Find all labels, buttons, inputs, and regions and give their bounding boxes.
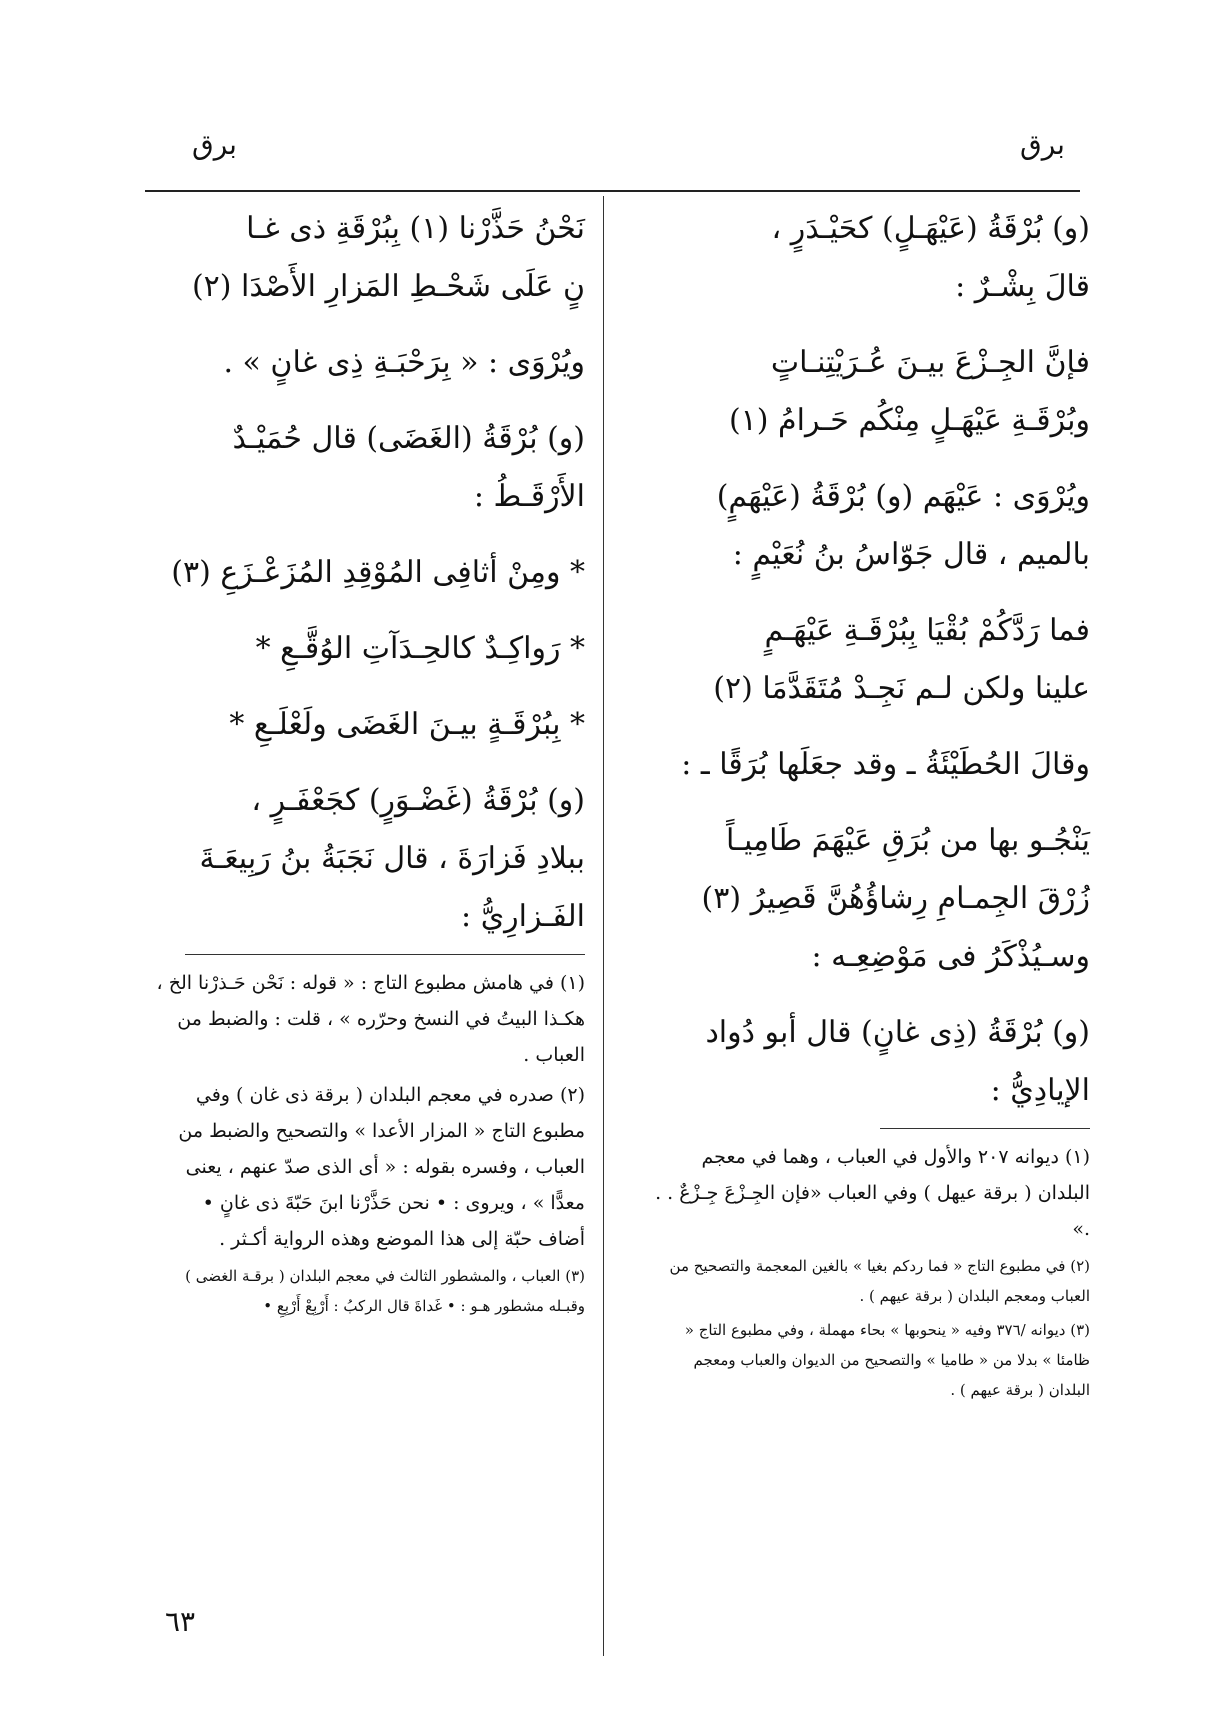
footnote: (٢) في مطبوع التاج « فما ردكم بغيا » بالغين المعجمة والتصحيح من العباب ومعجم البلدان ( برقة عيهم ) . <box>669 1257 1090 1305</box>
left-column-body <box>150 200 585 946</box>
verse-line: * رَواكِـدٌ كالحِـدَآتِ الوُقَّـعِ * <box>255 631 585 666</box>
verse-line: نَحْنُ حَذَّرْنا (١) بِبُرْقَةِ ذى غـا <box>246 211 585 246</box>
left-footnotes <box>150 965 585 1321</box>
left-column <box>150 200 585 1325</box>
right-column-body <box>650 200 1090 1120</box>
verse-line: فما رَدَّكُمْ بُقْيَا بِبُرْقَـةِ عَيْهَـمٍ <box>764 613 1090 648</box>
entry-line: الفَـزارِيُّ : <box>461 899 585 934</box>
footnote: (١) ديوانه ٢٠٧ والأول في العباب ، وهما في معجم البلدان ( برقة عيهل ) وفي العباب «فإن الجِـزْعَ جِـزْعٌ . . .» <box>655 1146 1090 1240</box>
footnote-rule <box>185 954 585 955</box>
verse-line: علينا ولكن لـم نَجِـدْ مُتَقَدَّمَا (٢) <box>713 671 1090 706</box>
verse-line: نٍ عَلَى شَحْـطِ المَزارِ الأَصْدَا (٢) <box>191 269 585 304</box>
footnote: (٣) العباب ، والمشطور الثالث في معجم البلدان ( برقـة الغضى ) وقبـله مشطور هـو : • غَداةَ قال الركبُ : أَرْبِعْ أَرْبِعِ • <box>185 1267 585 1315</box>
page-number: ٦٣ <box>165 1605 196 1638</box>
entry-line: ويُرْوَى : « بِرَحْبَـةِ ذِى غانٍ » . <box>223 345 585 380</box>
entry-line: ويُرْوَى : عَيْهَم (و) بُرْقَةُ (عَيْهَمٍ) <box>716 479 1090 514</box>
verse-line: يَنْجُـو بها من بُرَقِ عَيْهَمَ طَامِيـاً <box>726 823 1090 858</box>
entry-line: (و) بُرْقَةُ (عَيْهَـلٍ) كحَيْـدَرٍ ، <box>771 211 1090 246</box>
running-head-left: برق <box>192 128 237 161</box>
entry-line: وقالَ الحُطَيْئَةُ ـ وقد جعَلَها بُرَقًا ـ : <box>681 747 1090 782</box>
entry-line: الأَرْقَـطُ : <box>473 479 585 514</box>
verse-line: زُرْقَ الجِمـامِ رِشاؤُهُنَّ قَصِيرُ (٣) <box>701 881 1090 916</box>
entry-line: (و) بُرْقَةُ (الغَضَى) قال حُمَيْـدٌ <box>232 421 585 456</box>
entry-line: ببلادِ فَزارَةَ ، قال نَجَبَةُ بنُ رَبِيعَـةَ <box>199 841 585 876</box>
header-rule <box>145 190 1080 192</box>
entry-line: قالَ بِشْـرٌ : <box>955 269 1090 304</box>
right-footnotes <box>650 1139 1090 1405</box>
entry-line: وسـيُذْكَرُ فى مَوْضِعِـه : <box>811 939 1090 974</box>
verse-line: فإنَّ الجِـزْعَ بيـنَ عُـرَيْتِنـاتٍ <box>770 345 1090 380</box>
column-divider <box>603 196 604 1656</box>
verse-line: * بِبُرْقَـةٍ بيـنَ الغَضَى ولَعْلَـعِ * <box>229 707 585 742</box>
right-column <box>650 200 1090 1409</box>
footnote: (٢) صدره في معجم البلدان ( برقة ذى غان ) وفي مطبوع التاج « المزار الأعدا » والتصحيح والضبط من العباب ، وفسره بقوله : « أى الذى صدّ عنهم ، يعنى معدًّا » ، ويروى : • نحن حَذَّرْنا ابنَ حَبّةَ ذى غانٍ • أضاف حبّة إلى هذا الموضع وهذه الرواية أكـثر . <box>178 1084 585 1250</box>
footnote: (٣) ديوانه /٣٧٦ وفيه « ينحوبها » بحاء مهملة ، وفي مطبوع التاج « ظامئا » بدلا من « طاميا » والتصحيح من الديوان والعباب ومعجم البلدان ( برقة عيهم ) . <box>684 1321 1090 1399</box>
footnote: (١) في هامش مطبوع التاج : « قوله : نَحْن حَـذرْنا الخ ، هكـذا البيتُ في النسخ وحرّره » ، قلت : والضبط من العباب . <box>156 972 585 1066</box>
verse-line: * ومِنْ أثافِى المُوْقِدِ المُزَعْـزَعِ (٣) <box>171 555 585 590</box>
entry-line: (و) بُرْقَةُ (ذِى غانٍ) قال أبو دُواد <box>705 1015 1090 1050</box>
entry-line: (و) بُرْقَةُ (غَضْـوَرٍ) كجَعْفَـرٍ ، <box>251 783 585 818</box>
running-head-right: برق <box>1020 128 1065 161</box>
entry-line: بالميم ، قال جَوّاسُ بنُ نُعَيْمٍ : <box>732 537 1090 572</box>
entry-line: الإيادِيُّ : <box>990 1073 1090 1108</box>
footnote-rule <box>880 1128 1090 1129</box>
verse-line: وبُرْقَـةِ عَيْهَـلٍ مِنْكُم حَـرامُ (١) <box>728 403 1090 438</box>
